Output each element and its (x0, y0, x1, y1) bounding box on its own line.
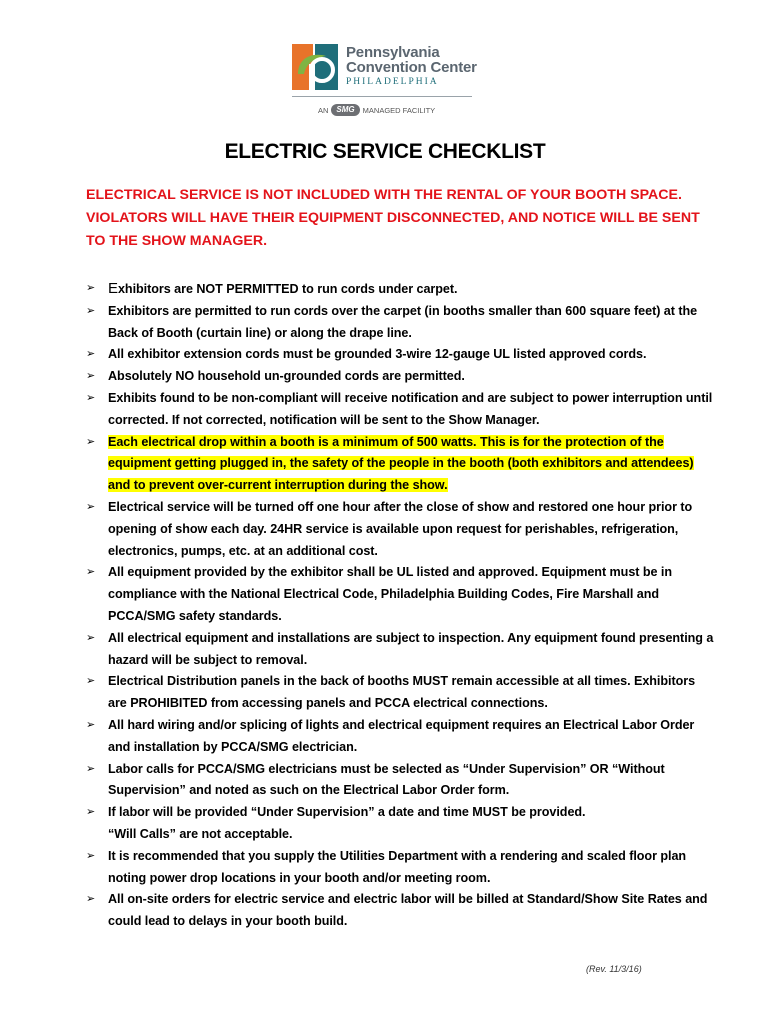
checklist-item-text (108, 849, 686, 885)
arrow-bullet-icon: ➢ (86, 718, 96, 731)
checklist-item-text (108, 304, 697, 340)
arrow-bullet-icon: ➢ (86, 631, 96, 644)
checklist-item-text (108, 674, 695, 710)
checklist-item (86, 715, 716, 759)
checklist-item (86, 497, 716, 562)
checklist-item-text (108, 718, 694, 754)
checklist-item-body: Exhibitors are permitted to run cords over the carpet (in booths smaller than 600 square feet) at the Back of Booth (curtain line) or along the drape line. (108, 303, 698, 340)
checklist-item (86, 278, 716, 301)
arrow-bullet-icon: ➢ (86, 370, 96, 383)
checklist-item-text (108, 805, 586, 819)
checklist-item-body: If labor will be provided “Under Supervision” a date and time MUST be provided. (108, 805, 586, 820)
logo-line-convention-center: Convention Center (346, 59, 477, 76)
checklist-item-body: xhibitors are NOT PERMITTED to run cords under carpet. (117, 282, 458, 296)
checklist-item-text (108, 435, 694, 493)
checklist-item (86, 344, 716, 366)
checklist-item (86, 802, 716, 846)
checklist-item (86, 301, 716, 345)
checklist-item (86, 846, 716, 890)
checklist-item-text (108, 369, 465, 383)
checklist-item-body: It is recommended that you supply the Utilities Department with a rendering and scaled floor plan noting power drop locations in your booth and/or meeting room. (108, 848, 687, 885)
checklist-item (86, 388, 716, 432)
checklist-item-text (108, 762, 665, 798)
checklist-item (86, 432, 716, 497)
checklist-item-body: All electrical equipment and installations are subject to inspection. Any equipment found presenting a hazard will be subject to removal. (108, 630, 714, 667)
arrow-bullet-icon: ➢ (86, 762, 96, 775)
warning-notice: ELECTRICAL SERVICE IS NOT INCLUDED WITH THE RENTAL OF YOUR BOOTH SPACE. VIOLATORS WILL HAVE THEIR EQUIPMENT DISCONNECTED, AND NOTICE WILL BE SENT TO THE SHOW MANAGER. (86, 187, 700, 249)
arrow-bullet-icon: ➢ (86, 893, 96, 906)
arrow-bullet-icon: ➢ (86, 282, 96, 294)
page-title: ELECTRIC SERVICE CHECKLIST (224, 140, 546, 163)
checklist-item-body: All equipment provided by the exhibitor shall be UL listed and approved. Equipment must be in compliance with the National Electrical Code, Philadelphia Building Codes, Fire Marshall and PCCA/SMG safety standards. (108, 565, 673, 623)
logo-line-philadelphia: PHILADELPHIA (346, 77, 439, 87)
checklist-item (86, 759, 716, 803)
checklist-item-body: Labor calls for PCCA/SMG electricians must be selected as “Under Supervision” OR “Without Supervision” and noted as such on the Electrical Labor Order form. (108, 761, 665, 798)
arrow-bullet-icon: ➢ (86, 849, 96, 862)
checklist-item-text (108, 347, 646, 361)
revision-date: (Rev. 11/3/16) (586, 964, 642, 974)
managed-facility-tagline (318, 104, 435, 116)
checklist-item-body: Electrical service will be turned off one hour after the close of show and restored one hour prior to opening of show each day. 24HR service is available upon request for perishables, refrigeration, electronics, pumps, etc. at an additional cost. (108, 499, 693, 558)
arrow-bullet-icon: ➢ (86, 806, 96, 819)
checklist-item (86, 366, 716, 388)
checklist-item (86, 628, 716, 672)
checklist-item-body: Each electrical drop within a booth is a minimum of 500 watts. This is for the protection of the equipment getting plugged in, the safety of the people in the booth (both exhibitors and attendees) and to prevent over-current interruption during the show. (108, 434, 694, 493)
checklist-item (86, 889, 716, 933)
pcc-logo-mark-icon (292, 44, 338, 90)
smg-badge: SMG (331, 104, 359, 116)
checklist-item-initial: E (108, 280, 118, 297)
tagline-suffix: MANAGED FACILITY (362, 105, 436, 115)
checklist-item-body: All hard wiring and/or splicing of lights and electrical equipment requires an Electrical Labor Order and installation by PCCA/SMG electrician. (108, 717, 695, 754)
arrow-bullet-icon: ➢ (86, 675, 96, 688)
checklist (86, 278, 716, 933)
checklist-item (86, 671, 716, 715)
checklist-item-body: Absolutely NO household un-grounded cords are permitted. (108, 369, 465, 384)
checklist-item-text (108, 282, 457, 296)
arrow-bullet-icon: ➢ (86, 391, 96, 404)
checklist-item-body: Exhibits found to be non-compliant will receive notification and are subject to power interruption until corrected. If not corrected, notification will be sent to the Show Manager. (108, 390, 713, 427)
arrow-bullet-icon: ➢ (86, 304, 96, 317)
checklist-item-text (108, 631, 713, 667)
logo-line-pennsylvania: Pennsylvania (346, 44, 440, 61)
logo-divider (292, 96, 472, 97)
arrow-bullet-icon: ➢ (86, 566, 96, 579)
arrow-bullet-icon: ➢ (86, 348, 96, 361)
checklist-item-body: All on-site orders for electric service and electric labor will be billed at Standard/Show Site Rates and could lead to delays in your booth build. (108, 892, 708, 929)
checklist-item-body: All exhibitor extension cords must be grounded 3-wire 12-gauge UL listed approved cords. (108, 347, 647, 362)
checklist-item-text (108, 892, 707, 928)
tagline-prefix: AN (318, 105, 329, 115)
checklist-item-body: Electrical Distribution panels in the back of booths MUST remain accessible at all times. Exhibitors are PROHIBITED from accessing panels and PCCA electrical connections. (108, 674, 696, 711)
checklist-item-text (108, 391, 712, 427)
logo-wordmark (346, 45, 477, 87)
checklist-item-text (108, 500, 692, 558)
arrow-bullet-icon: ➢ (86, 500, 96, 513)
checklist-item (86, 562, 716, 627)
checklist-item-text (108, 565, 672, 623)
checklist-item-second-line: “Will Calls” are not acceptable. (108, 826, 293, 841)
arrow-bullet-icon: ➢ (86, 435, 96, 448)
